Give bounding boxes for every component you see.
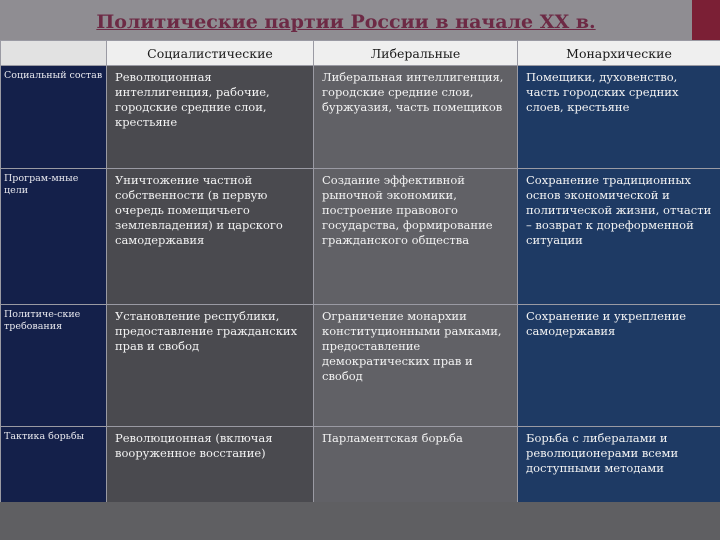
cell-socialist: Революционная (включая вооруженное восстание) bbox=[115, 431, 273, 460]
cell-liberal: Парламентская борьба bbox=[322, 431, 463, 445]
table-row bbox=[1, 169, 720, 305]
header-liberal: Либеральные bbox=[314, 41, 518, 66]
table-row bbox=[1, 305, 720, 427]
cell-socialist: Уничтожение частной собственности (в первую очередь помещичьего землевладения) и царского самодержавия bbox=[115, 173, 283, 247]
cell-liberal: Ограничение монархии конституционными рамками, предоставление демократических прав и свобод bbox=[322, 309, 502, 383]
cell-monarchist: Помещики, духовенство, часть городских средних слоев, крестьяне bbox=[526, 70, 679, 114]
parties-table bbox=[0, 40, 720, 521]
header-corner bbox=[1, 41, 107, 66]
row-label-tactics: Тактика борьбы bbox=[1, 427, 107, 521]
cell-monarchist: Сохранение и укрепление самодержавия bbox=[526, 309, 687, 338]
header-row bbox=[1, 41, 720, 66]
row-label-political-demands: Политиче-ские требования bbox=[1, 305, 107, 427]
header-monarchist: Монархические bbox=[518, 41, 720, 66]
slide-title: Политические партии России в начале ХХ в. bbox=[96, 11, 596, 33]
accent-block bbox=[692, 0, 720, 40]
cell-monarchist: Борьба с либералами и революционерами всеми доступными методами bbox=[526, 431, 679, 475]
cell-monarchist: Сохранение традиционных основ экономической и политической жизни, отчасти – возврат к дореформенной ситуации bbox=[526, 173, 712, 247]
cell-socialist: Установление республики, предоставление гражданских прав и свобод bbox=[115, 309, 298, 353]
cell-liberal: Создание эффективной рыночной экономики, построение правового государства, формирование гражданского общества bbox=[322, 173, 493, 247]
bottom-bar bbox=[0, 502, 720, 540]
cell-socialist: Революционная интеллигенция, рабочие, городские средние слои, крестьяне bbox=[115, 70, 270, 129]
header-socialist: Социалистические bbox=[107, 41, 314, 66]
table-row bbox=[1, 66, 720, 169]
row-label-program-goals: Програм-мные цели bbox=[1, 169, 107, 305]
row-label-social-composition: Социальный состав bbox=[1, 66, 107, 169]
cell-liberal: Либеральная интеллигенция, городские средние слои, буржуазия, часть помещиков bbox=[322, 70, 504, 114]
